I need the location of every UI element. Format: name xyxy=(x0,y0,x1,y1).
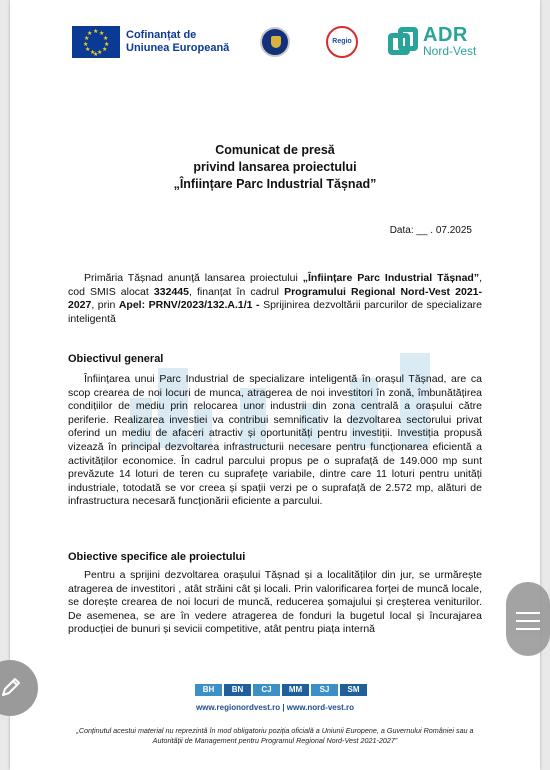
specific-objectives-paragraph xyxy=(68,569,482,637)
title-line-1: Comunicat de presă xyxy=(215,143,335,157)
intro-paragraph xyxy=(68,272,482,326)
intro-text-3: , finanțat în cadrul xyxy=(188,285,285,298)
government-crest-icon xyxy=(260,27,290,57)
adr-mark-icon xyxy=(388,27,418,57)
intro-text-4: , prin xyxy=(91,299,119,312)
general-objective-paragraph xyxy=(68,373,482,509)
smis-code: 332445 xyxy=(153,285,189,298)
footer-websites: www.regionordvest.ro | www.nord-vest.ro xyxy=(195,703,355,712)
footer-disclaimer: „Conținutul acestui material nu reprezintă în mod obligatoriu poziția oficială a Uniunii Europene, a Guvernului României sau a Autorității de Management pentru Programul Regional Nord-Vest 2021-2027” xyxy=(76,726,474,745)
call-code: Apel: PRNV/2023/132.A.1/1 - xyxy=(118,299,260,312)
county-label: BH xyxy=(195,684,222,696)
adr-nord-vest-logo xyxy=(388,25,476,58)
section-heading-general-objective: Obiectivul general xyxy=(68,353,164,365)
county-label: BN xyxy=(224,684,251,696)
title-line-3: „Înființare Parc Industrial Tășnad” xyxy=(173,177,377,191)
eu-logo-line1: Cofinanțat de xyxy=(126,29,197,41)
intro-text-5: Sprijinirea dezvoltării parcurilor de specializare inteligentă xyxy=(68,299,483,325)
eu-cofinancing-logo xyxy=(72,26,229,58)
pencil-icon xyxy=(0,676,22,698)
county-strip xyxy=(195,684,367,696)
county-label: SJ xyxy=(311,684,338,696)
county-label: SM xyxy=(340,684,367,696)
press-release-title xyxy=(10,142,540,193)
county-label: MM xyxy=(282,684,309,696)
section-heading-specific-objectives: Obiective specifice ale proiectului xyxy=(68,551,246,563)
county-label: CJ xyxy=(253,684,280,696)
regio-logo: Regio xyxy=(326,26,358,58)
intro-text-1: Primăria Tășnad anunță lansarea proiectului xyxy=(84,272,303,284)
title-line-2: privind lansarea proiectului xyxy=(193,160,357,174)
release-date: Data: __ . 07.2025 xyxy=(389,225,472,236)
drag-handle-icon[interactable] xyxy=(506,582,550,656)
adr-logo-subtext: Nord-Vest xyxy=(423,44,477,58)
program-name: Programului Regional Nord-Vest 2021-2027 xyxy=(68,285,482,312)
eu-logo-line2: Uniunea Europeană xyxy=(126,42,230,54)
specific-objectives-text: Pentru a sprijini dezvoltarea orașului Tășnad și a localităților din jur, se urmărește atragerea de investitori , atât străini cât și locali. Prin valorificarea forței de muncă locale, se dorește crearea de noi locuri de muncă, reducerea șomajului și creșterea veniturilor. De asemenea, se are în vedere atragerea de fonduri la bugetul local și încurajarea producției de bunuri și sevicii competitive, atât pentru piața internă xyxy=(68,569,482,636)
intro-text-2: , cod SMIS alocat xyxy=(68,272,483,298)
eu-flag-icon: ★ ★ ★ ★ ★ ★ ★ ★ ★ ★ ★ ★ xyxy=(72,26,120,58)
general-objective-text: Înființarea unui Parc Industrial de specializare inteligentă în orașul Tășnad, are ca scop crearea de noi locuri de munca, atragerea de noi investitori în zonă, îmbunătățirea condițiilor de mediu prin relocarea unor industrii din zona centrală a orașului către periferie. Realizarea investiei va contribui semnificativ la dezvoltarea sectorului privat oferind un mediu de afaceri atractiv și oportunități pentru investiții. Investiția propusă vizează în principal dezvoltarea infrastructurii necesare pentru funcționarea eficientă a activităților economice. În cadrul parcului propus pe o suprafață de 149.000 mp sunt prevăzute 14 loturi de teren cu suprafețe variabile, dintre care 11 loturi pentru unități industriale, totodată se vor creea și spații verzi pe o suprafață de 2.572 mp, alături de infrastructura necesară funcționării eficiente a parcului. xyxy=(68,373,482,508)
adr-logo-text: ADR xyxy=(423,24,468,46)
document-page xyxy=(10,0,540,770)
project-name: „Înființare Parc Industrial Tășnad” xyxy=(302,272,480,284)
